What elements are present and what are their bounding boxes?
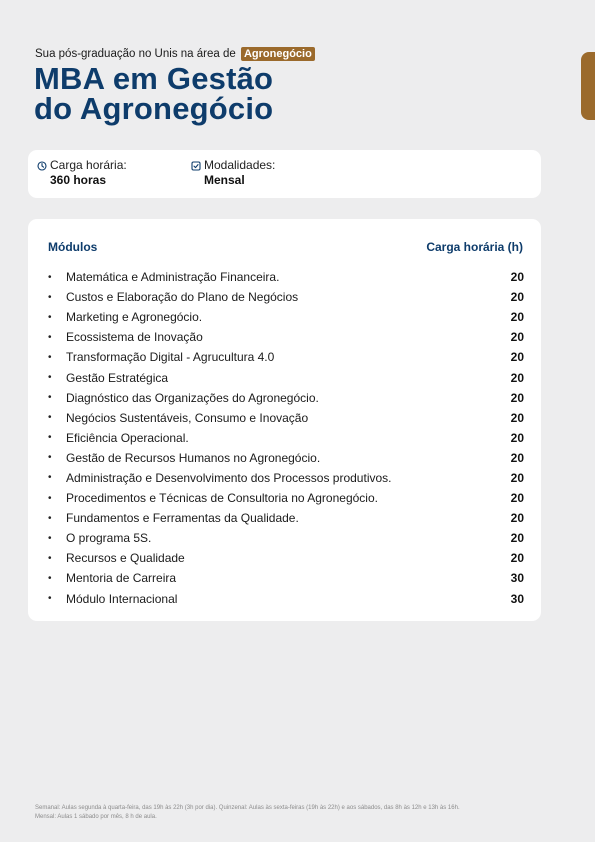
footnote-line-2: Mensal: Aulas 1 sábado por mês, 8 h de aula. [35,814,157,820]
module-name: Módulo Internacional [66,591,178,606]
module-name: Procedimentos e Técnicas de Consultoria no Agronegócio. [66,491,378,506]
module-row [48,307,524,327]
module-hours: 20 [510,450,524,465]
module-hours: 20 [510,290,524,305]
module-name: O programa 5S. [66,531,152,546]
bullet-icon: • [48,331,52,343]
schedule-footnote [35,804,555,822]
bullet-icon: • [48,532,52,544]
module-hours: 20 [510,410,524,425]
module-row [48,468,524,488]
modules-list [48,267,524,609]
module-row [48,428,524,448]
module-hours: 20 [510,270,524,285]
clock-icon [37,161,47,171]
title-line-1: MBA em Gestão [34,61,274,96]
module-name: Recursos e Qualidade [66,551,185,566]
module-row [48,448,524,468]
module-hours: 20 [510,531,524,546]
module-name: Gestão de Recursos Humanos no Agronegócio. [66,450,321,465]
bullet-icon: • [48,593,52,605]
workload-info [37,158,127,188]
bullet-icon: • [48,572,52,584]
modality-label: Modalidades: [204,158,276,172]
module-hours: 20 [510,350,524,365]
module-hours: 30 [510,591,524,606]
bullet-icon: • [48,432,52,444]
module-row [48,287,524,307]
module-row [48,528,524,548]
modality-value: Mensal [204,173,245,187]
footnote-line-1: Semanal: Aulas segunda à quarta-feira, das 19h às 22h (3h por dia). Quinzenal: Aulas às sexta-feiras (19h às 22h) e aos sábados, das 8h às 12h e 13h às 16h. [35,805,460,811]
module-row [48,488,524,508]
bullet-icon: • [48,552,52,564]
hours-column-header: Carga horária (h) [426,240,523,254]
module-row [48,568,524,588]
module-row [48,408,524,428]
module-hours: 20 [510,370,524,385]
bullet-icon: • [48,512,52,524]
intro-line [35,47,315,61]
module-name: Fundamentos e Ferramentas da Qualidade. [66,511,299,526]
module-row [48,508,524,528]
intro-text: Sua pós-graduação no Unis na área de [35,48,236,60]
module-hours: 20 [510,310,524,325]
module-name: Marketing e Agronegócio. [66,310,203,325]
bullet-icon: • [48,472,52,484]
bullet-icon: • [48,492,52,504]
bullet-icon: • [48,311,52,323]
module-name: Ecossistema de Inovação [66,330,203,345]
modules-card [28,219,541,621]
module-row [48,367,524,387]
module-row [48,347,524,367]
module-hours: 20 [510,430,524,445]
course-info-card [28,150,541,198]
module-name: Matemática e Administração Financeira. [66,270,280,285]
workload-value: 360 horas [50,173,107,187]
bullet-icon: • [48,291,52,303]
module-name: Diagnóstico das Organizações do Agronegócio. [66,390,319,405]
bullet-icon: • [48,372,52,384]
modules-column-header: Módulos [48,240,98,254]
module-hours: 20 [510,511,524,526]
module-hours: 30 [510,571,524,586]
module-row [48,388,524,408]
bullet-icon: • [48,271,52,283]
bullet-icon: • [48,351,52,363]
title-line-2: do Agronegócio [34,91,274,126]
module-row [48,589,524,609]
bullet-icon: • [48,412,52,424]
module-hours: 20 [510,330,524,345]
module-hours: 20 [510,470,524,485]
checkbox-icon [191,161,201,171]
module-name: Custos e Elaboração do Plano de Negócios [66,290,299,305]
module-hours: 20 [510,491,524,506]
bullet-icon: • [48,452,52,464]
module-name: Administração e Desenvolvimento dos Processos produtivos. [66,470,392,485]
module-name: Transformação Digital - Agrucultura 4.0 [66,350,275,365]
modality-info [191,158,275,188]
area-badge: Agronegócio [241,47,315,61]
page-title [34,61,274,126]
modules-table-header [48,240,523,254]
module-row [48,548,524,568]
module-hours: 20 [510,390,524,405]
module-row [48,267,524,287]
side-tab-marker [581,52,595,120]
module-name: Negócios Sustentáveis, Consumo e Inovação [66,410,309,425]
module-row [48,327,524,347]
module-name: Mentoria de Carreira [66,571,177,586]
module-name: Gestão Estratégica [66,370,169,385]
module-hours: 20 [510,551,524,566]
module-name: Eficiência Operacional. [66,430,189,445]
bullet-icon: • [48,392,52,404]
workload-label: Carga horária: [50,158,127,172]
